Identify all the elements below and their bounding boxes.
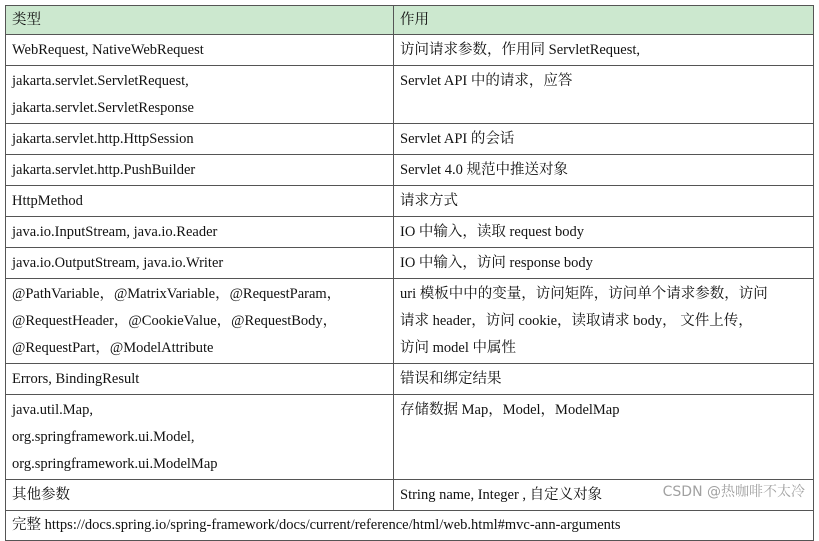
type-cell: @PathVariable，@MatrixVariable，@RequestParam， @RequestHeader，@CookieValue，@RequestBody， @RequestPart，@ModelAttribute [6,279,394,364]
table-row [6,35,814,66]
table-row [6,248,814,279]
type-cell: jakarta.servlet.http.PushBuilder [6,155,394,186]
csdn-watermark: CSDN @热咖啡不太冷 [662,484,805,500]
table-row [6,124,814,155]
purpose-cell: Servlet 4.0 规范中推送对象 [394,155,814,186]
purpose-cell: Servlet API 中的请求，应答 [394,66,814,124]
table-row [6,217,814,248]
type-cell: Errors, BindingResult [6,364,394,395]
footer-row [6,511,814,541]
type-cell: WebRequest, NativeWebRequest [6,35,394,66]
header-purpose: 作用 [394,6,814,35]
table-row [6,364,814,395]
table-row [6,186,814,217]
table-row [6,279,814,364]
table-row [6,155,814,186]
purpose-cell: uri 模板中中的变量，访问矩阵，访问单个请求参数，访问 请求 header，访问 cookie，读取请求 body， 文件上传， 访问 model 中属性 [394,279,814,364]
table-row [6,395,814,480]
arguments-table [5,5,814,541]
purpose-cell: IO 中输入，访问 response body [394,248,814,279]
purpose-cell: IO 中输入，读取 request body [394,217,814,248]
purpose-cell: 存储数据 Map，Model，ModelMap [394,395,814,480]
type-cell: 其他参数 [6,480,394,511]
type-cell: java.io.OutputStream, java.io.Writer [6,248,394,279]
type-cell: java.util.Map, org.springframework.ui.Model, org.springframework.ui.ModelMap [6,395,394,480]
type-cell: jakarta.servlet.ServletRequest, jakarta.servlet.ServletResponse [6,66,394,124]
header-row [6,6,814,35]
table-row [6,66,814,124]
type-cell: jakarta.servlet.http.HttpSession [6,124,394,155]
reference-link-text: 完整 https://docs.spring.io/spring-framework/docs/current/reference/html/web.html#mvc-ann-arguments [6,511,814,541]
purpose-cell: 错误和绑定结果 [394,364,814,395]
purpose-cell: Servlet API 的会话 [394,124,814,155]
purpose-cell: 访问请求参数，作用同 ServletRequest, [394,35,814,66]
type-cell: java.io.InputStream, java.io.Reader [6,217,394,248]
purpose-cell: String name, Integer , 自定义对象 [394,480,814,511]
header-type: 类型 [6,6,394,35]
purpose-cell: 请求方式 [394,186,814,217]
type-cell: HttpMethod [6,186,394,217]
